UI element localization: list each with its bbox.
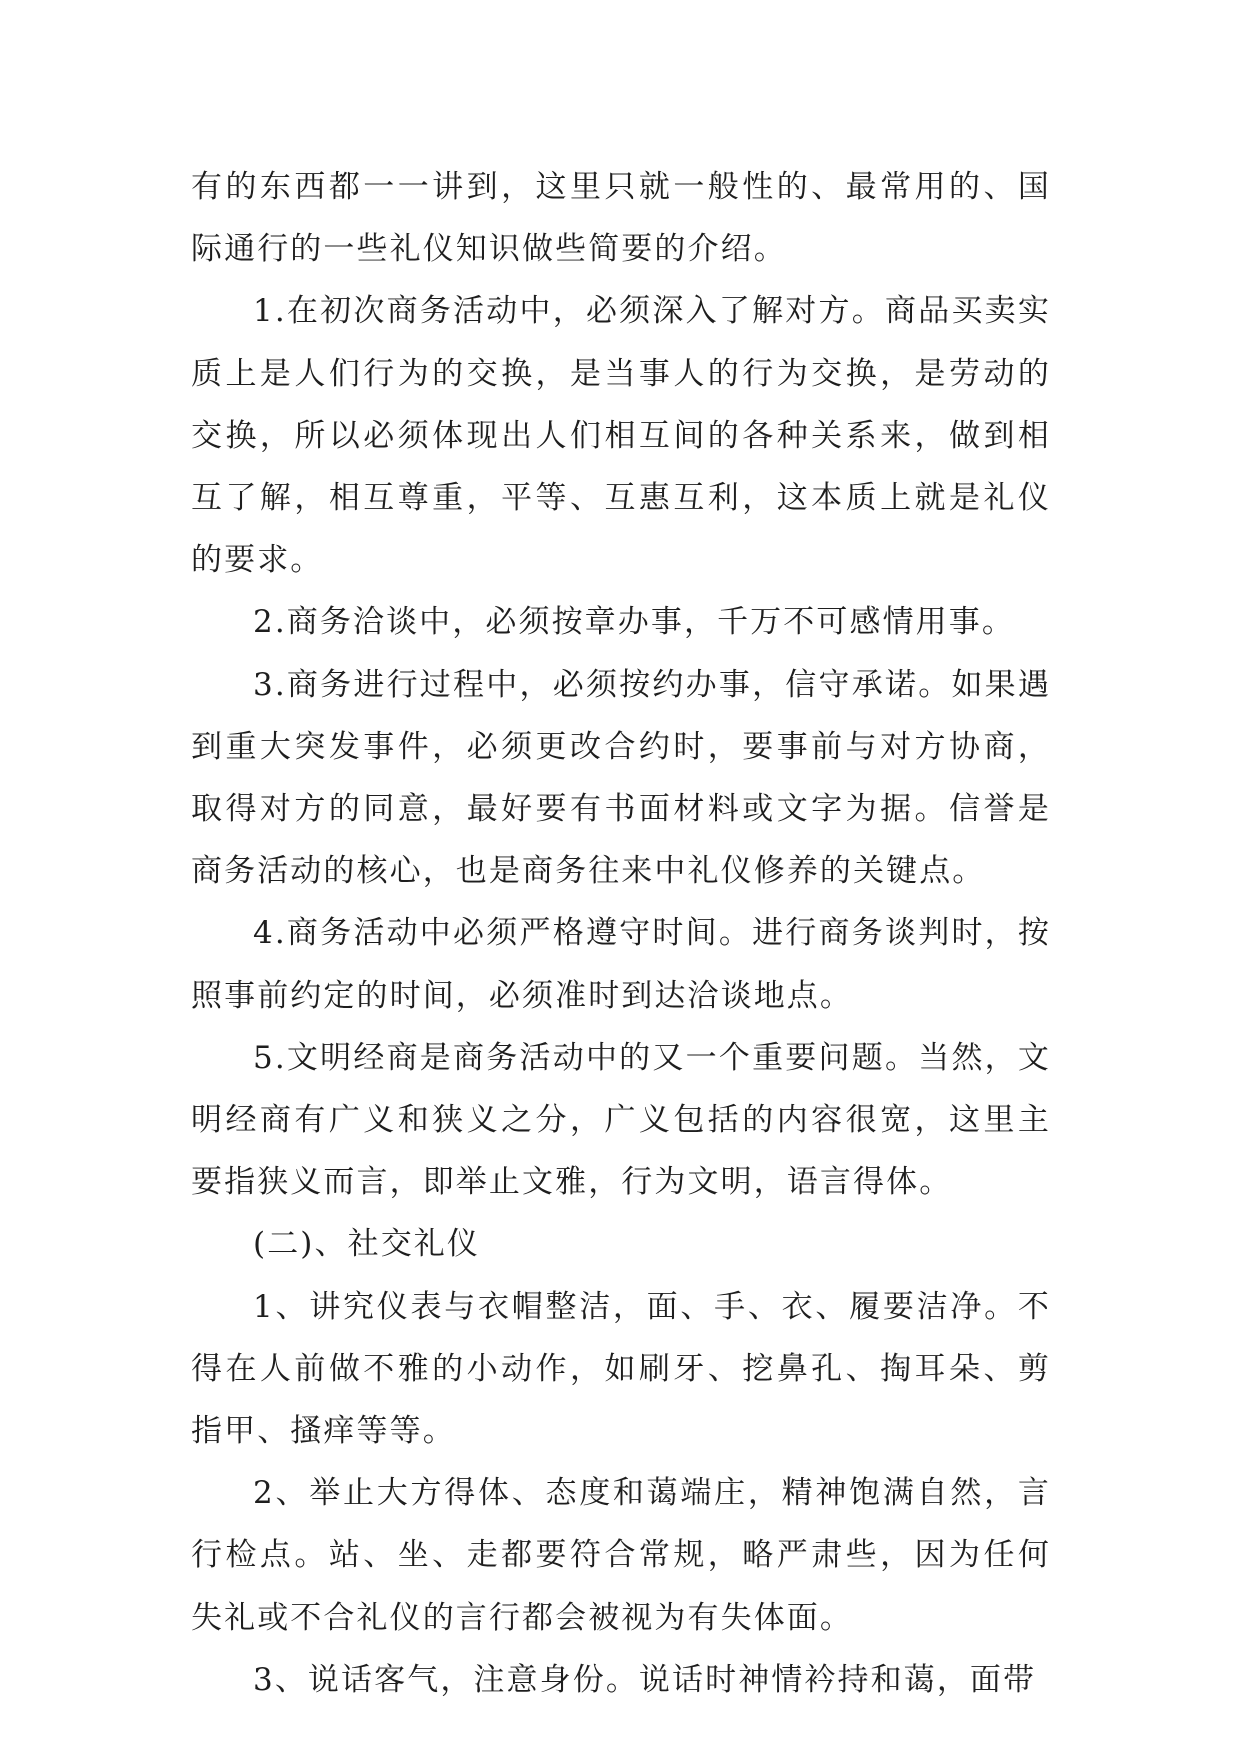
section-heading: (二)、社交礼仪 (253, 1226, 480, 1263)
body-text (191, 156, 1051, 1711)
paragraph-item-4: 4.商务活动中必须严格遵守时间。进行商务谈判时，按照事前约定的时间，必须准时到达洽谈地点。 (191, 915, 1051, 1014)
paragraph-item-3: 3.商务进行过程中，必须按约办事，信守承诺。如果遇到重大突发事件，必须更改合约时，要事前与对方协商，取得对方的同意，最好要有书面材料或文字为据。信誉是商务活动的核心，也是商务往来中礼仪修养的关键点。 (191, 666, 1051, 890)
paragraph-social-1: 1、讲究仪表与衣帽整洁，面、手、衣、履要洁净。不得在人前做不雅的小动作，如刷牙、挖鼻孔、掏耳朵、剪指甲、搔痒等等。 (191, 1288, 1051, 1450)
paragraph-social-3: 3、说话客气，注意身份。说话时神情衿持和蔼，面带 (253, 1661, 1037, 1698)
paragraph-item-1: 1.在初次商务活动中，必须深入了解对方。商品买卖实质上是人们行为的交换，是当事人的行为交换，是劳动的交换，所以必须体现出人们相互间的各种关系来，做到相互了解，相互尊重，平等、互惠互利，这本质上就是礼仪的要求。 (191, 293, 1051, 579)
paragraph-item-2: 2.商务洽谈中，必须按章办事，千万不可感情用事。 (253, 604, 1015, 641)
paragraph-social-2: 2、举止大方得体、态度和蔼端庄，精神饱满自然，言行检点。站、坐、走都要符合常规，略严肃些，因为任何失礼或不合礼仪的言行都会被视为有失体面。 (191, 1475, 1051, 1636)
paragraph-item-5: 5.文明经商是商务活动中的又一个重要问题。当然，文明经商有广义和狭义之分，广义包括的内容很宽，这里主要指狭义而言，即举止文雅，行为文明，语言得体。 (191, 1039, 1051, 1201)
paragraph-continuation: 有的东西都一一讲到，这里只就一般性的、最常用的、国际通行的一些礼仪知识做些简要的介绍。 (191, 169, 1051, 268)
